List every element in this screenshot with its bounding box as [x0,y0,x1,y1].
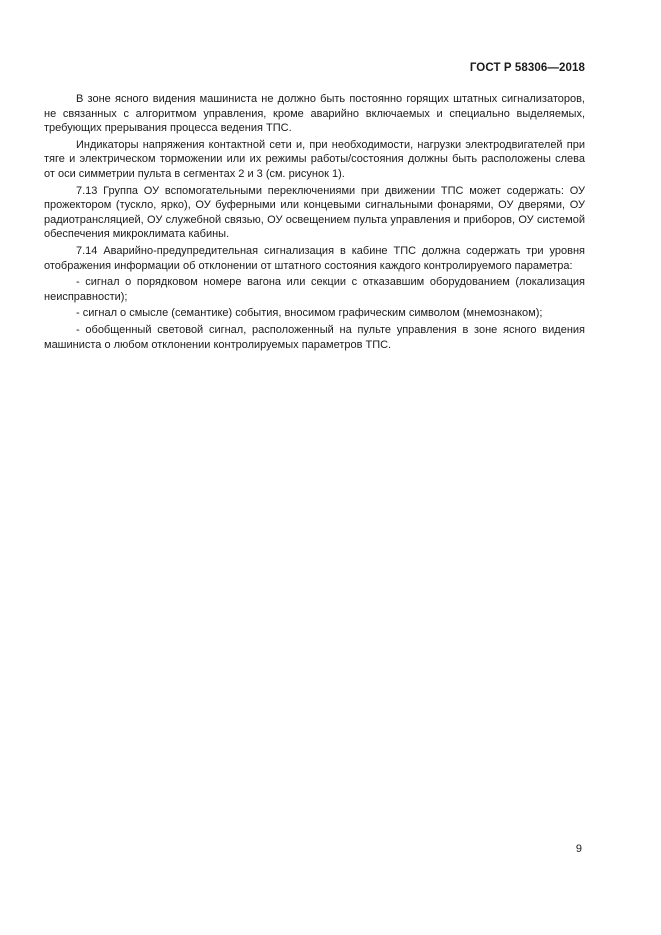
document-code-header: ГОСТ Р 58306—2018 [469,62,585,74]
paragraph-7-14: 7.14 Аварийно-предупредительная сигнализация в кабине ТПС должна содержать три уровня отображения информации об отклонении от штатного состояния каждого контролируемого параметра: [44,244,585,272]
list-item-generalized-light-signal: - обобщенный световой сигнал, расположенный на пульте управления в зоне ясного видения машиниста о любом отклонении контролируемых параметров ТПС. [44,323,585,351]
list-item-car-number-signal: - сигнал о порядковом номере вагона или секции с отказавшим оборудованием (локализация неисправности); [44,276,585,303]
list-item-semantic-signal: - сигнал о смысле (семантике) события, вносимом графическим символом (мнемознаком); [76,307,543,320]
paragraph-7-13: 7.13 Группа ОУ вспомогательными переключениями при движении ТПС может содержать: ОУ прожектором (тускло, ярко), ОУ буферными или концевыми сигнальными фонарями, ОУ дверями, ОУ радиотрансляцией, ОУ служебной связью, ОУ освещением пульта управления и приборов, ОУ системой обеспечения микроклимата кабины. [44,184,585,241]
document-body [44,92,585,352]
paragraph-voltage-indicators: Индикаторы напряжения контактной сети и, при необходимости, нагрузки электродвигателей при тяге и электрическом торможении или их режимы работы/состояния должны быть расположены слева от оси симметрии пульта в сегментах 2 и 3 (см. рисунок 1). [44,138,585,180]
page-number: 9 [575,843,582,855]
paragraph-clear-view-zone: В зоне ясного видения машиниста не должно быть постоянно горящих штатных сигнализаторов, не связанных с алгоритмом управления, кроме аварийно включаемых и специально выделяемых, требующих прерывания процесса ведения ТПС. [44,93,585,135]
